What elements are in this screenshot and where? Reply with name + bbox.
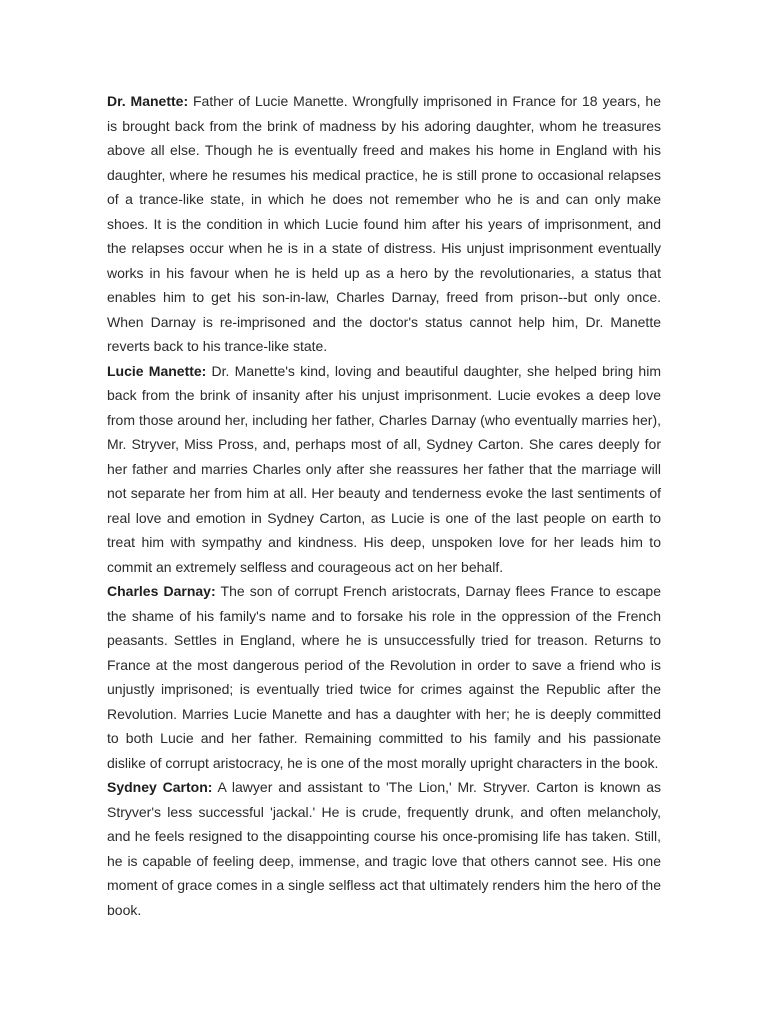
character-entry-sydney-carton xyxy=(107,775,661,922)
character-name: Sydney Carton: xyxy=(107,779,213,795)
character-entry-charles-darnay xyxy=(107,579,661,775)
character-entry-lucie-manette xyxy=(107,359,661,580)
character-name: Lucie Manette: xyxy=(107,362,207,379)
character-name: Charles Darnay: xyxy=(107,583,216,599)
document-page xyxy=(107,89,661,922)
character-description: Father of Lucie Manette. Wrongfully imprisoned in France for 18 years, he is brought back from the brink of madness by his adoring daughter, whom he treasures above all else. Though he is eventually freed and makes his home in England with his daughter, where he resumes his medical practice, he is still prone to occasional relapses of a trance-like state, in which he does not remember who he is and can only make shoes. It is the condition in which Lucie found him after his years of imprisonment, and the relapses occur when he is in a state of distress. His unjust imprisonment eventually works in his favour when he is held up as a hero by the revolutionaries, a status that enables him to get his son-in-law, Charles Darnay, freed from prison--but only once. When Darnay is re-imprisoned and the doctor's status cannot help him, Dr. Manette reverts back to his trance-like state. xyxy=(107,93,662,354)
character-description: Dr. Manette's kind, loving and beautiful daughter, she helped bring him back from the brink of insanity after his unjust imprisonment. Lucie evokes a deep love from those around her, including her father, Charles Darnay (who eventually marries her), Mr. Stryver, Miss Pross, and, perhaps most of all, Sydney Carton. She cares deeply for her father and marries Charles only after she reassures her father that the marriage will not separate her from him at all. Her beauty and tenderness evoke the last sentiments of real love and emotion in Sydney Carton, as Lucie is one of the last people on earth to treat him with sympathy and kindness. His deep, unspoken love for her leads him to commit an extremely selfless and courageous act on her behalf. xyxy=(107,362,661,575)
character-description: A lawyer and assistant to 'The Lion,' Mr. Stryver. Carton is known as Stryver's less successful 'jackal.' He is crude, frequently drunk, and often melancholy, and he feels resigned to the disappointing course his once-promising life has taken. Still, he is capable of feeling deep, immense, and tragic love that others cannot see. His one moment of grace comes in a single selfless act that ultimately renders him the hero of the book. xyxy=(107,779,661,918)
character-name: Dr. Manette: xyxy=(107,93,189,109)
character-entry-dr-manette xyxy=(107,89,661,359)
character-description: The son of corrupt French aristocrats, Darnay flees France to escape the shame of his family's name and to forsake his role in the oppression of the French peasants. Settles in England, where he is unsuccessfully tried for treason. Returns to France at the most dangerous period of the Revolution in order to save a friend who is unjustly imprisoned; is eventually tried twice for crimes against the Republic after the Revolution. Marries Lucie Manette and has a daughter with her; he is deeply committed to both Lucie and her father. Remaining committed to his family and his passionate dislike of corrupt aristocracy, he is one of the most morally upright characters in the book. xyxy=(107,583,661,771)
